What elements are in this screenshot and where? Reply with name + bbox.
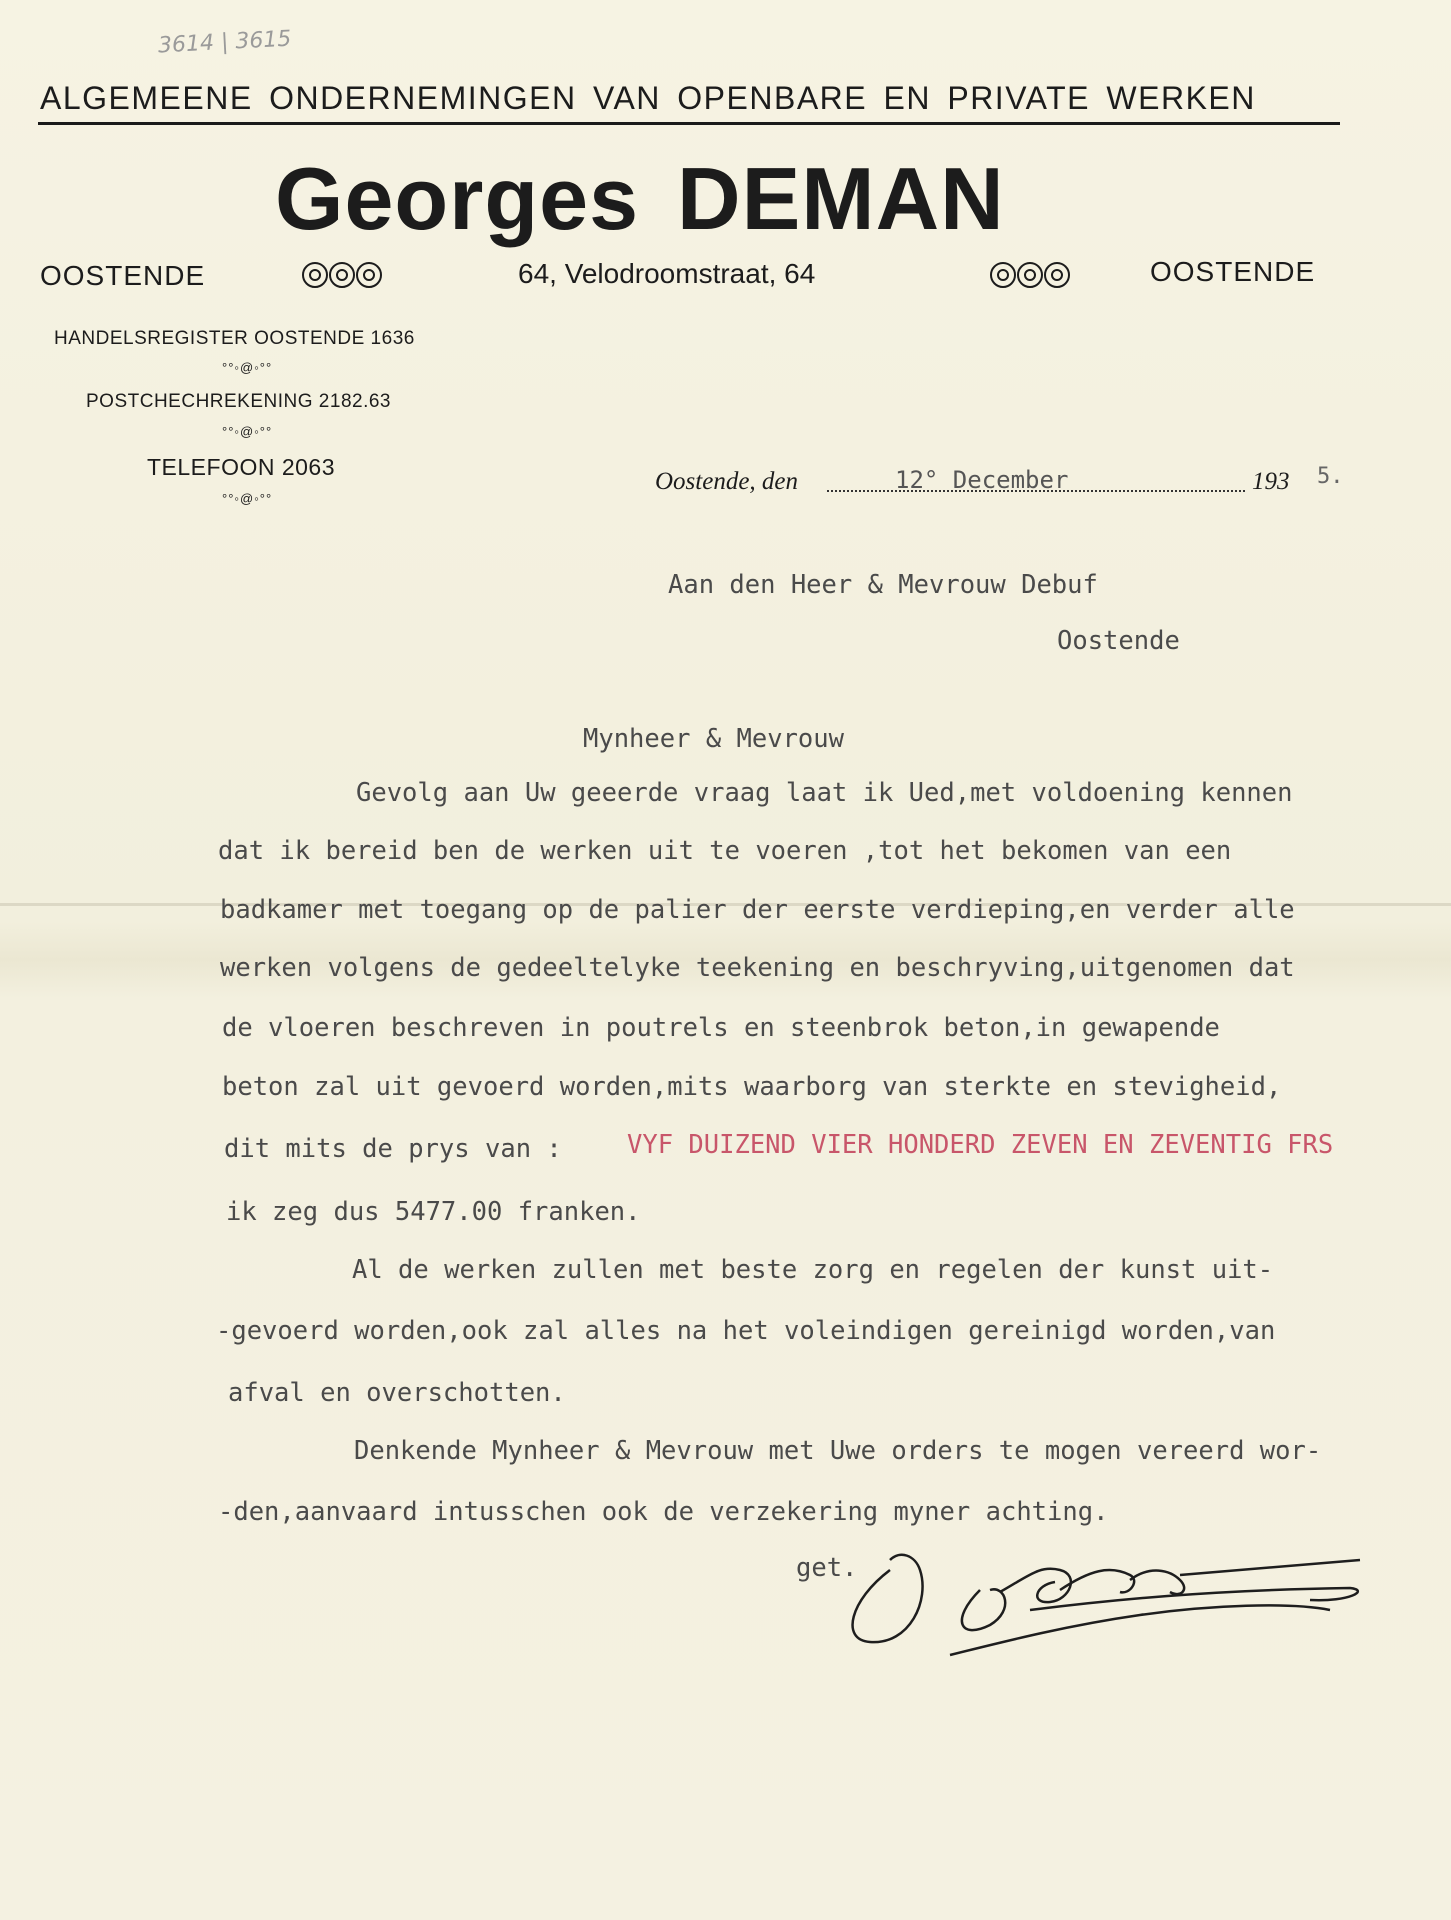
recipient-line: Aan den Heer & Mevrouw Debuf — [668, 570, 1098, 600]
city-right: OOSTENDE — [1150, 256, 1316, 287]
company-first-name: Georges — [275, 149, 640, 248]
salutation: Mynheer & Mevrouw — [583, 724, 844, 754]
letterhead-rule — [38, 122, 1340, 125]
handwritten-signature — [830, 1530, 1370, 1670]
company-last-name: DEMAN — [677, 149, 1005, 248]
body-line: werken volgens de gedeeltelyke teekening en beschryving,uitgenomen dat — [220, 953, 1295, 983]
recipient-city: Oostende — [1057, 626, 1180, 656]
city-left: OOSTENDE — [40, 260, 206, 291]
body-line: Gevolg aan Uw geeerde vraag laat ik Ued,met voldoening kennen — [356, 778, 1293, 808]
body-line: badkamer met toegang op de palier der eerste verdieping,en verder alle — [220, 895, 1295, 925]
year-printed: 193 — [1252, 468, 1290, 495]
body-line: de vloeren beschreven in poutrels en steenbrok beton,in gewapende — [222, 1013, 1220, 1043]
body-line: beton zal uit gevoerd worden,mits waarborg van sterkte en stevigheid, — [222, 1072, 1282, 1102]
body-line: Denkende Mynheer & Mevrouw met Uwe orders te mogen vereerd wor- — [354, 1436, 1322, 1466]
typed-date: 12° December — [895, 466, 1069, 494]
telephone: TELEFOON 2063 — [147, 454, 336, 480]
year-typed: 5. — [1317, 464, 1344, 489]
signature-prefix: get. — [796, 1553, 858, 1583]
date-prefix: Oostende, den — [655, 468, 799, 495]
postcheck-account: POSTCHECHREKENING 2182.63 — [86, 391, 391, 412]
ornament-divider-icon: °°◦@◦°° — [222, 424, 273, 439]
body-line: -gevoerd worden,ook zal alles na het voleindigen gereinigd worden,van — [216, 1316, 1276, 1346]
pencil-note: 3614 | 3615 — [157, 26, 292, 59]
ornament-divider-icon: °°◦@◦°° — [222, 360, 273, 375]
ornament-divider-icon: °°◦@◦°° — [222, 491, 273, 506]
amount-in-words: VYF DUIZEND VIER HONDERD ZEVEN EN ZEVENTIG FRS — [627, 1130, 1334, 1160]
body-line: dit mits de prys van : — [224, 1134, 562, 1164]
company-address: 64, Velodroomstraat, 64 — [518, 258, 816, 289]
body-line: Al de werken zullen met beste zorg en regelen der kunst uit- — [352, 1255, 1274, 1285]
company-name — [275, 148, 1005, 250]
letterhead-tagline: ALGEMEENE ONDERNEMINGEN VAN OPENBARE EN PRIVATE WERKEN — [40, 80, 1256, 116]
body-line: afval en overschotten. — [228, 1378, 566, 1408]
rose-ornament-icon — [990, 262, 1070, 288]
body-line: dat ik bereid ben de werken uit te voeren ,tot het bekomen van een — [218, 836, 1232, 866]
body-line: ik zeg dus 5477.00 franken. — [226, 1197, 641, 1227]
rose-ornament-icon — [302, 262, 382, 288]
body-line: -den,aanvaard intusschen ook de verzekering myner achting. — [218, 1497, 1109, 1527]
date-line — [655, 464, 1345, 496]
trade-register: HANDELSREGISTER OOSTENDE 1636 — [54, 328, 415, 349]
